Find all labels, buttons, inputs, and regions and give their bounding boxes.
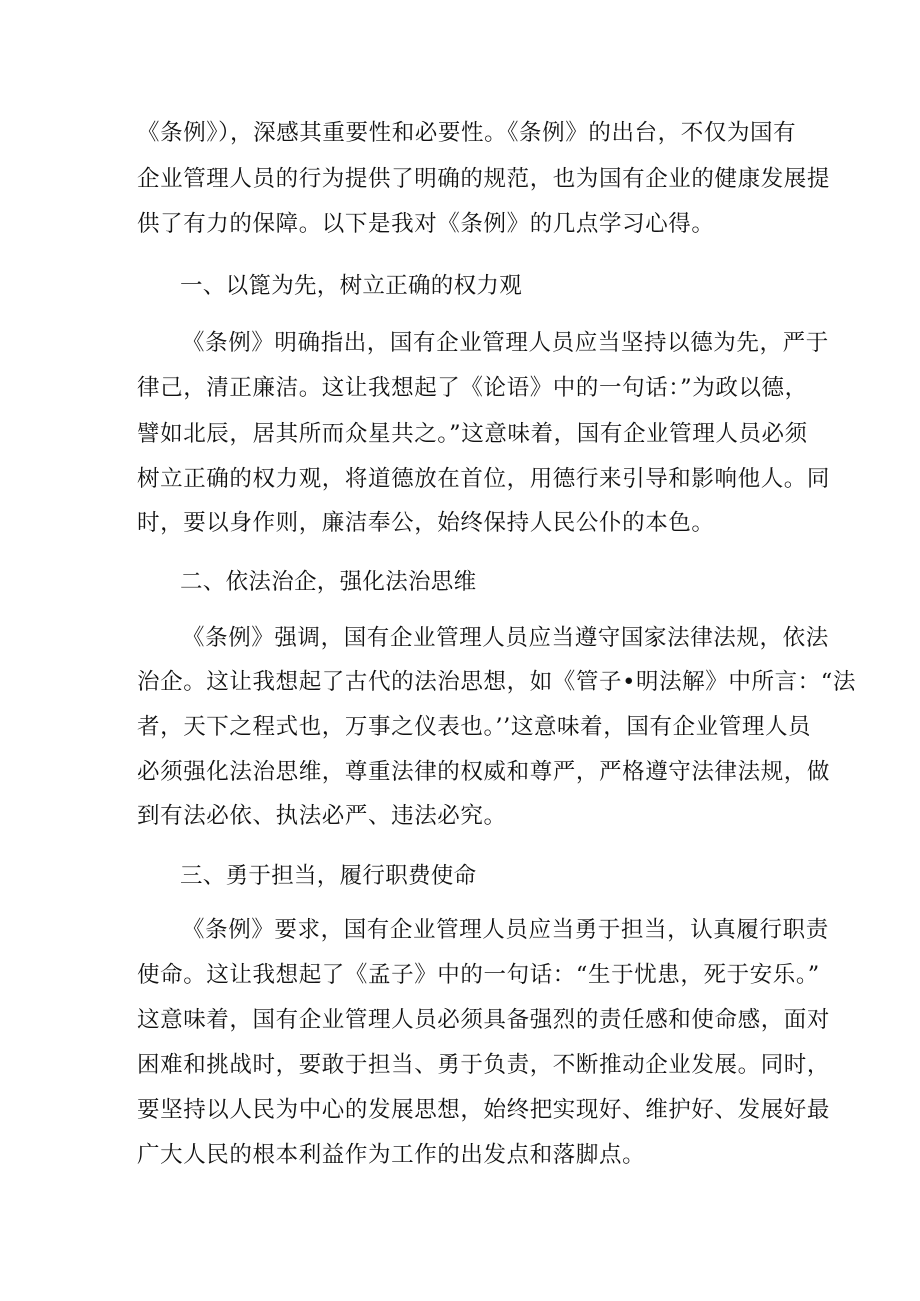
paragraph-line: 到有法必依、执法必严、违法必究。: [137, 803, 507, 829]
intro-line: 供了有力的保障。以下是我对《条例》的几点学习心得。: [137, 211, 715, 237]
paragraph-line: 这意味着，国有企业管理人员必须具备强烈的责任感和使命感，面对: [137, 1007, 831, 1033]
paragraph-line: 树立正确的权力观，将道德放在首位，用德行来引导和影响他人。同: [137, 466, 831, 492]
paragraph-line: 律己，清正廉洁。这让我想起了《论语》中的一句话：”为政以德，: [137, 375, 808, 401]
paragraph-line: 者，天下之程式也，万事之仪表也。’’这意味着，国有企业管理人员: [137, 714, 812, 740]
paragraph-line: 治企。这让我想起了古代的法治思想，如《管子•明法解》中所言：“法: [137, 669, 856, 695]
paragraph-line: 广大人民的根本利益作为工作的出发点和落脚点。: [137, 1142, 646, 1168]
paragraph-line: 要坚持以人民为中心的发展思想，始终把实现好、维护好、发展好最: [137, 1097, 831, 1123]
paragraph-line: 《条例》强调，国有企业管理人员应当遵守国家法律法规，依法: [182, 625, 829, 651]
paragraph-line: 《条例》要求，国有企业管理人员应当勇于担当，认真履行职责: [182, 917, 829, 943]
paragraph-line: 譬如北辰，居其所而众星共之。”这意味着，国有企业管理人员必须: [137, 421, 808, 447]
intro-line: 《条例》），深感其重要性和必要性。《条例》的出台，不仅为国有: [137, 120, 797, 146]
paragraph-line: 必须强化法治思维，尊重法律的权威和尊严，严格遵守法律法规，做: [137, 759, 831, 785]
paragraph-line: 《条例》明确指出，国有企业管理人员应当坚持以德为先，严于: [182, 330, 829, 356]
paragraph-line: 时，要以身作则，廉洁奉公，始终保持人民公仆的本色。: [137, 510, 715, 536]
section-heading: 一、以篦为先，树立正确的权力观: [180, 273, 523, 299]
section-heading: 三、勇于担当，履行职费使命: [180, 863, 477, 889]
section-heading: 二、依法治企，强化法治思维: [180, 569, 477, 595]
intro-line: 企业管理人员的行为提供了明确的规范，也为国有企业的健康发展提: [137, 166, 831, 192]
paragraph-line: 使命。这让我想起了《孟子》中的一句话：“生于忧患，死于安乐。”: [137, 962, 820, 988]
paragraph-line: 困难和挑战时，要敢于担当、勇于负责，不断推动企业发展。同时，: [137, 1052, 831, 1078]
